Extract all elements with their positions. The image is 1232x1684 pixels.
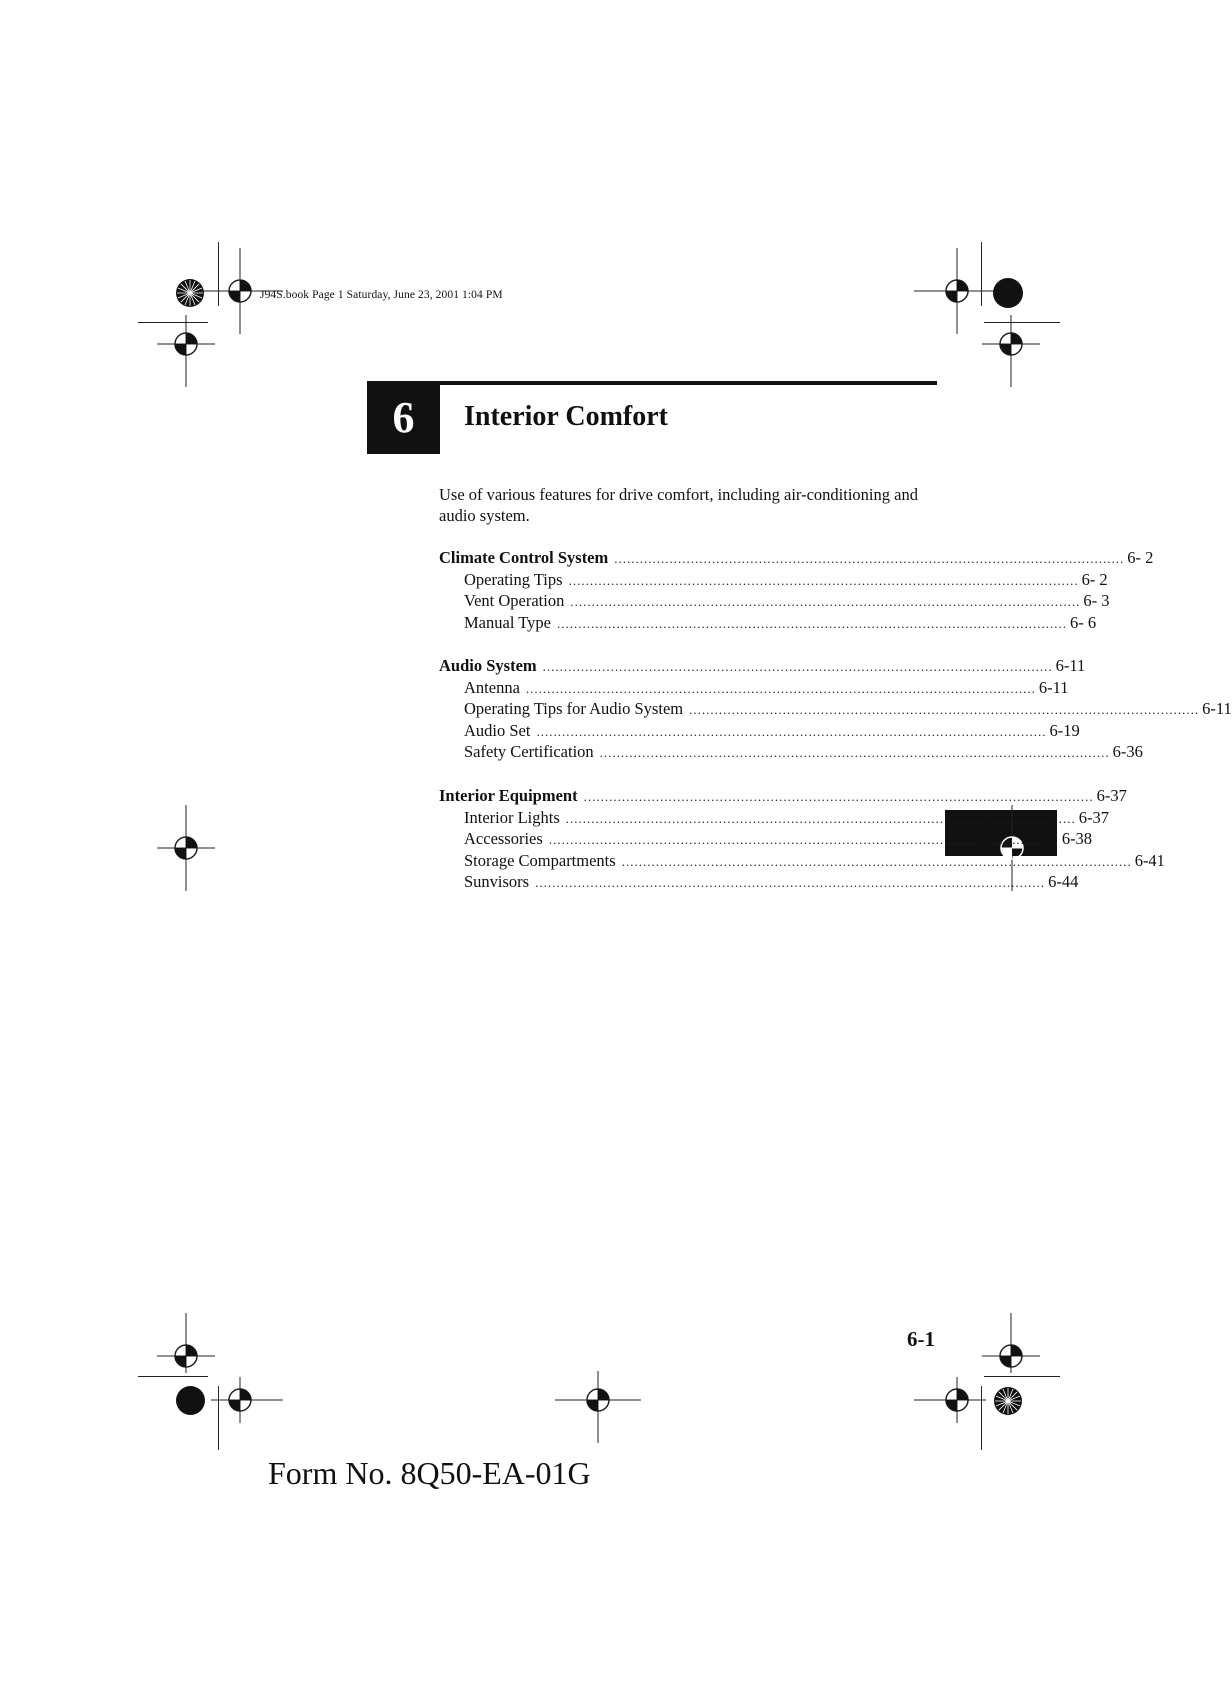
toc-item: Sunvisors <box>464 872 530 891</box>
leader-dots: ........................................................................................................................ <box>568 572 1079 588</box>
toc-page: 6- 6 <box>1069 612 1097 632</box>
toc-page: 6-37 <box>1096 786 1127 805</box>
registration-mark-icon <box>555 1357 641 1443</box>
toc-item: Audio Set <box>464 720 531 740</box>
toc-item: Antenna <box>464 677 520 697</box>
chapter-number: 6 <box>367 381 440 454</box>
leader-dots: ........................................................................................................................ <box>548 832 1059 847</box>
toc-item-row[interactable] <box>439 872 1079 894</box>
title-rule <box>440 381 937 385</box>
toc-item: Operating Tips <box>464 569 563 589</box>
leader-dots: ........................................................................................................................ <box>583 789 1094 804</box>
toc-heading: Interior Equipment <box>439 786 578 805</box>
toc-page: 6- 3 <box>1083 591 1110 610</box>
toc-page: 6-44 <box>1048 872 1079 891</box>
leader-dots: ........................................................................................................................ <box>535 875 1046 890</box>
toc-page: 6-11 <box>1055 656 1086 675</box>
form-number: Form No. 8Q50-EA-01G <box>268 1455 591 1491</box>
toc-section <box>439 548 1154 634</box>
leader-dots: ........................................................................................................................ <box>565 810 1076 826</box>
toc-item-row[interactable] <box>439 720 1080 743</box>
toc-item-row[interactable] <box>439 612 1097 635</box>
leader-dots: ........................................................................................................................ <box>689 702 1200 717</box>
toc-item: Vent Operation <box>464 591 565 610</box>
toc-page: 6- 2 <box>1127 548 1154 567</box>
toc-page: 6-38 <box>1061 829 1093 848</box>
toc-section <box>439 786 1165 894</box>
toc-item: Operating Tips for Audio System <box>464 699 684 718</box>
toc-page: 6-36 <box>1112 742 1143 761</box>
toc-section <box>439 656 1232 764</box>
leader-dots: ........................................................................................................................ <box>536 723 1047 739</box>
registration-mark-icon <box>143 805 229 891</box>
toc-page: 6-11 <box>1202 699 1232 718</box>
leader-dots: ........................................................................................................................ <box>599 745 1110 760</box>
registration-mark-icon <box>197 1357 283 1443</box>
toc-item: Safety Certification <box>464 742 594 761</box>
registration-mark-icon <box>968 301 1054 387</box>
registration-mark-icon <box>914 1357 1000 1443</box>
toc-item-row[interactable] <box>439 807 1110 830</box>
toc-heading-row[interactable] <box>439 548 1154 570</box>
toc-item: Interior Lights <box>464 807 560 827</box>
toc-heading: Climate Control System <box>439 548 609 567</box>
leader-dots: ........................................................................................................................ <box>614 551 1125 566</box>
toc-item: Accessories <box>464 829 543 848</box>
toc-item-row[interactable] <box>439 829 1093 851</box>
toc-item-row[interactable] <box>439 677 1069 700</box>
toc-item-row[interactable] <box>439 850 1165 873</box>
leader-dots: ........................................................................................................................ <box>570 594 1081 609</box>
toc-item: Storage Compartments <box>464 850 616 870</box>
toc-item-row[interactable] <box>439 699 1232 721</box>
toc-page: 6-11 <box>1038 677 1069 697</box>
chapter-title: Interior Comfort <box>464 401 668 432</box>
print-metadata: J94S.book Page 1 Saturday, June 23, 2001 1:04 PM <box>260 289 503 301</box>
toc-page: 6-37 <box>1078 807 1110 827</box>
crop-mark <box>981 242 982 306</box>
page-number: 6-1 <box>907 1327 935 1351</box>
leader-dots: ........................................................................................................................ <box>556 615 1067 631</box>
toc-item-row[interactable] <box>439 569 1108 592</box>
toc-item-row[interactable] <box>439 742 1143 764</box>
toc-item-row[interactable] <box>439 591 1110 613</box>
crop-mark <box>981 1386 982 1450</box>
leader-dots: ........................................................................................................................ <box>525 680 1036 696</box>
chapter-intro: Use of various features for drive comfort, including air-conditioning and audio system. <box>439 485 918 525</box>
toc-heading: Audio System <box>439 656 537 675</box>
leader-dots: ........................................................................................................................ <box>621 853 1132 869</box>
toc-page: 6- 2 <box>1081 569 1108 589</box>
toc-heading-row[interactable] <box>439 656 1086 678</box>
leader-dots: ........................................................................................................................ <box>542 659 1053 674</box>
toc-item: Manual Type <box>464 612 551 632</box>
registration-mark-icon <box>143 301 229 387</box>
toc-page: 6-41 <box>1134 850 1165 870</box>
starburst-mark-bottom-right <box>993 1386 1023 1416</box>
toc-heading-row[interactable] <box>439 786 1127 808</box>
toc-page: 6-19 <box>1049 720 1080 740</box>
crop-mark <box>218 242 219 306</box>
